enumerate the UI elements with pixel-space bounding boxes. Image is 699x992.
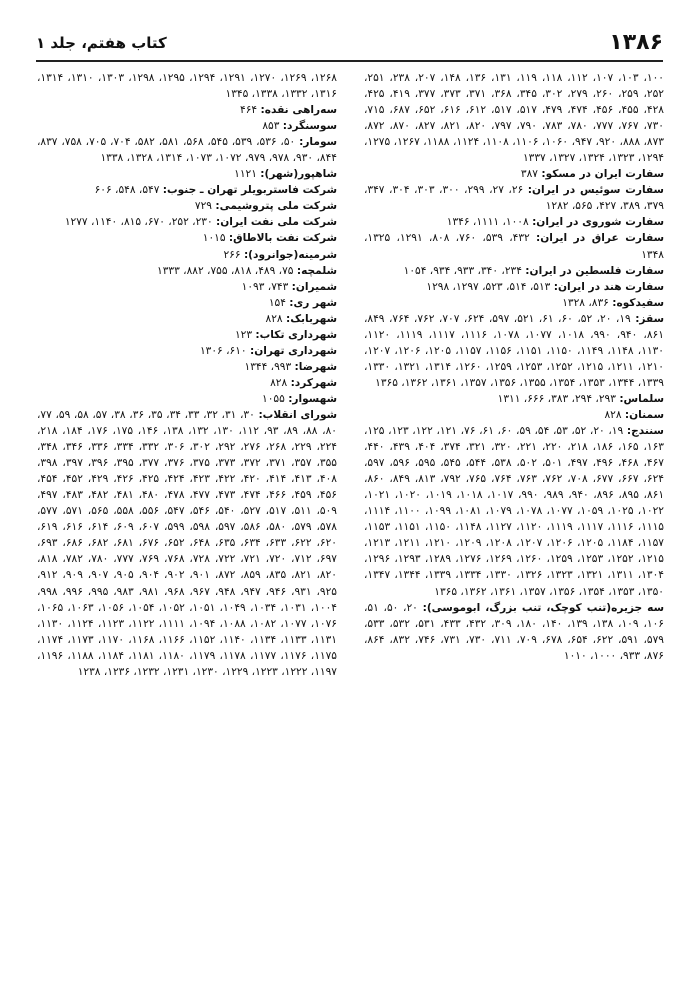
entry-pages: ۹۹۳، ۱۳۴۴	[244, 360, 292, 373]
entry-pages: ۷۵، ۴۸۹، ۸۱۸، ۷۵۵، ۸۸۲، ۱۳۳۳	[157, 264, 294, 277]
entry-heading: سمنان:	[624, 408, 664, 421]
entry-pages: ۱۹، ۲۰، ۵۲، ۵۳، ۵۴، ۵۹، ۶۰، ۶۱، ۷۶، ۱۲۱، ۱۲۲، ۱۲۳، ۱۲۵، ۱۶۳، ۱۶۵، ۱۸۶، ۲۱۸، ۲۲۰، ۲۲۱، ۳۲۰، ۳۲۱، ۳۷۴، ۴۰۴، ۴۳۹، ۴۴۰، ۴۶۷، ۴۶۸، ۴۹۶، ۴۹۷، ۵۰۱، ۵۰۲، ۵۳۸، ۵۴۴، ۵۴۵، ۵۹۵، ۵۹۶، ۵۹۷، ۶۲۴، ۶۶۷، ۶۷۷، ۷۰۸، ۷۶۲، ۷۶۳، ۷۶۴، ۷۶۵، ۷۹۲، ۸۱۳، ۸۴۹، ۸۶۰، ۸۶۱، ۸۹۵، ۸۹۶، ۹۴۰، ۹۸۹، ۹۹۰، ۱۰۱۷، ۱۰۱۸، ۱۰۱۹، ۱۰۲۰، ۱۰۲۱، ۱۰۲۲، ۱۰۲۵، ۱۰۵۹، ۱۰۷۷، ۱۰۷۸، ۱۰۷۹، ۱۰۸۱، ۱۰۹۹، ۱۱۰۰، ۱۱۱۴، ۱۱۱۵، ۱۱۱۶، ۱۱۱۷، ۱۱۱۹، ۱۱۲۰، ۱۱۲۷، ۱۱۴۸، ۱۱۵۰، ۱۱۵۱، ۱۱۵۳، ۱۱۵۷، ۱۱۸۴، ۱۲۰۵، ۱۲۰۶، ۱۲۰۷، ۱۲۰۸، ۱۲۰۹، ۱۲۱۰، ۱۲۱۱، ۱۲۱۳، ۱۲۱۵، ۱۲۵۲، ۱۲۵۳، ۱۲۵۹، ۱۲۶۰، ۱۲۶۹، ۱۲۷۶، ۱۲۸۹، ۱۲۹۳، ۱۲۹۶، ۱۳۰۴، ۱۳۱۱، ۱۳۲۱، ۱۳۲۳، ۱۳۲۶، ۱۳۳۰، ۱۳۳۴، ۱۳۳۹، ۱۳۴۴، ۱۳۴۷، ۱۳۵۰، ۱۳۵۳، ۱۳۵۴، ۱۳۵۶، ۱۳۵۷، ۱۳۶۱، ۱۳۶۲، ۱۳۶۵	[364, 425, 664, 598]
entry-heading: سفارت ایران در مسکو:	[541, 168, 664, 181]
entry-heading: شرکت فاستربویلر تهران ـ جنوب:	[162, 184, 337, 197]
index-entry	[37, 407, 337, 680]
index-entry	[37, 279, 337, 295]
entry-heading: شهرداری تکاب:	[255, 328, 337, 341]
entry-pages: ۸۳۶، ۱۳۲۸	[562, 296, 609, 309]
index-entry	[37, 230, 337, 246]
index-entry	[37, 102, 337, 118]
entry-pages: ۲۶، ۲۷، ۲۹۹، ۳۰۰، ۳۰۳، ۳۰۴، ۳۴۷، ۳۷۹، ۳۸۹، ۴۲۷، ۵۶۵، ۱۲۸۲	[364, 184, 664, 213]
entry-heading: شهرضا:	[294, 360, 337, 373]
index-entry	[37, 391, 337, 407]
entry-pages: ۷۴۳، ۱۰۹۳	[241, 280, 289, 293]
index-entry	[364, 279, 664, 295]
entry-heading: شرکت ملی نفت ایران:	[216, 216, 337, 229]
index-entry	[37, 182, 337, 198]
entry-pages: ۱۰۰۸، ۱۱۱۱، ۱۳۴۶	[446, 216, 529, 229]
entry-pages: ۴۶۴	[240, 104, 258, 117]
book-title: کتاب هفتم، جلد ۱	[36, 34, 167, 52]
index-entry	[364, 295, 664, 311]
entry-pages: ۱۰۱۵	[202, 232, 226, 245]
entry-pages: ۲۳۴، ۳۴۰، ۹۳۳، ۹۳۴، ۱۰۵۴	[403, 264, 522, 277]
index-entry	[37, 214, 337, 230]
entry-heading: سفیدکوه:	[612, 296, 664, 309]
index-entry	[37, 343, 337, 359]
index-entry	[37, 311, 337, 327]
header-rule	[36, 60, 663, 62]
entry-pages: ۷۲۹	[194, 200, 212, 213]
entry-heading: سقز:	[635, 312, 664, 325]
entry-heading: شهرداری تهران:	[249, 344, 337, 357]
index-entry	[364, 600, 664, 664]
entry-heading: سفارت شوروی در ایران:	[532, 216, 664, 229]
index-entry	[37, 359, 337, 375]
index-entry	[364, 182, 664, 214]
index-column-right	[364, 70, 664, 980]
entry-heading: سومار:	[299, 136, 337, 149]
entry-pages: ۶۱۰، ۱۳۰۶	[199, 344, 247, 357]
index-entry	[37, 198, 337, 214]
entry-heading: شرکت ملی پتروشیمی:	[215, 200, 337, 213]
entry-heading: سه‌راهی نقده:	[260, 104, 337, 117]
index-entry	[364, 230, 664, 262]
index-entry	[364, 407, 664, 423]
index-column-left	[37, 70, 337, 980]
entry-heading: سوسنگرد:	[282, 120, 337, 133]
index-entry	[364, 70, 664, 166]
entry-pages: ۸۵۳	[262, 120, 280, 133]
entry-pages: ۵۱۳، ۵۱۴، ۵۲۳، ۱۲۹۷، ۱۲۹۸	[426, 280, 551, 293]
entry-heading: شورای انقلاب:	[258, 408, 337, 421]
index-entry	[364, 166, 664, 182]
entry-heading: سفارت فلسطین در ایران:	[525, 264, 664, 277]
entry-pages: ۲۰، ۵۰، ۵۱، ۱۰۶، ۱۰۹، ۱۳۸، ۱۳۹، ۱۴۰، ۱۸۰، ۳۰۹، ۴۳۲، ۴۳۳، ۵۳۱، ۵۳۲، ۵۳۳، ۵۷۹، ۵۹۱، ۶۲۲، ۶۵۴، ۶۷۸، ۷۰۹، ۷۱۱، ۷۳۰، ۷۳۱، ۷۴۶، ۸۳۲، ۸۶۴، ۸۷۶، ۹۳۳، ۱۰۰۰، ۱۰۱۰	[364, 601, 664, 662]
entry-pages: ۱۰۵۵	[262, 392, 285, 405]
entry-pages: ۳۸۷	[520, 168, 538, 181]
page-number: ۱۳۸۶	[609, 30, 663, 55]
entry-pages: ۱۵۴	[268, 296, 286, 309]
entry-pages: ۳۰، ۳۱، ۳۲، ۳۳، ۳۴، ۳۵، ۳۶، ۳۸، ۵۷، ۵۸، ۵۹، ۷۷، ۸۰، ۸۸، ۸۹، ۹۳، ۱۱۲، ۱۳۰، ۱۳۲، ۱۳۸، ۱۴۶، ۱۷۵، ۱۷۶، ۱۸۴، ۲۱۸، ۲۲۴، ۲۲۹، ۲۶۸، ۲۷۶، ۲۹۲، ۳۰۲، ۳۰۶، ۳۳۲، ۳۳۴، ۳۳۶، ۳۴۶، ۳۴۸، ۳۵۵، ۳۵۷، ۳۷۱، ۳۷۲، ۳۷۳، ۳۷۵، ۳۷۶، ۳۷۷، ۳۹۵، ۳۹۶، ۳۹۷، ۳۹۸، ۴۰۸، ۴۱۳، ۴۱۴، ۴۲۰، ۴۲۲، ۴۲۳، ۴۲۴، ۴۲۵، ۴۲۶، ۴۲۹، ۴۵۲، ۴۵۴، ۴۵۶، ۴۵۹، ۴۶۶، ۴۷۴، ۴۷۳، ۴۷۷، ۴۷۸، ۴۸۰، ۴۸۱، ۴۸۲، ۴۸۳، ۴۹۷، ۵۰۹، ۵۱۱، ۵۱۷، ۵۲۷، ۵۴۰، ۵۴۶، ۵۴۷، ۵۵۶، ۵۵۸، ۵۶۵، ۵۷۱، ۵۷۷، ۵۷۸، ۵۷۹، ۵۸۰، ۵۸۶، ۵۹۷، ۵۹۸، ۵۹۹، ۶۰۷، ۶۰۹، ۶۱۴، ۶۱۶، ۶۱۹، ۶۲۰، ۶۲۲، ۶۳۳، ۶۳۴، ۶۳۵، ۶۴۸، ۶۵۲، ۶۷۶، ۶۸۱، ۶۸۲، ۶۸۶، ۶۹۳، ۶۹۷، ۷۱۲، ۷۲۰، ۷۲۱، ۷۲۲، ۷۲۸، ۷۶۸، ۷۶۹، ۷۷۷، ۷۸۰، ۷۸۲، ۸۱۸، ۸۲۰، ۸۲۱، ۸۳۵، ۸۵۹، ۸۷۲، ۹۰۱، ۹۰۲، ۹۰۴، ۹۰۵، ۹۰۷، ۹۰۹، ۹۱۲، ۹۲۵، ۹۳۱، ۹۴۶، ۹۴۷، ۹۴۸، ۹۶۷، ۹۶۸، ۹۸۱، ۹۸۳، ۹۹۵، ۹۹۶، ۹۹۸، ۱۰۰۴، ۱۰۳۱، ۱۰۳۴، ۱۰۴۹، ۱۰۵۱، ۱۰۵۲، ۱۰۵۴، ۱۰۵۶، ۱۰۶۳، ۱۰۶۵، ۱۰۷۶، ۱۰۷۷، ۱۰۸۲، ۱۰۸۸، ۱۰۹۴، ۱۱۱۱، ۱۱۲۲، ۱۱۲۳، ۱۱۲۴، ۱۱۳۰، ۱۱۳۱، ۱۱۳۳، ۱۱۳۴، ۱۱۴۰، ۱۱۵۲، ۱۱۶۶، ۱۱۶۸، ۱۱۷۰، ۱۱۷۳، ۱۱۷۴، ۱۱۷۵، ۱۱۷۶، ۱۱۷۷، ۱۱۷۸، ۱۱۷۹، ۱۱۸۰، ۱۱۸۱، ۱۱۸۴، ۱۱۸۸، ۱۱۹۶، ۱۱۹۷، ۱۲۲۲، ۱۲۲۳، ۱۲۲۹، ۱۲۳۰، ۱۲۳۱، ۱۲۳۲، ۱۲۳۶، ۱۲۳۸	[37, 408, 337, 678]
entry-pages: ۸۲۸	[270, 376, 288, 389]
index-entry	[364, 391, 664, 407]
entry-heading: سه جزیره(تنب کوچک، تنب بزرگ، ابوموسی):	[422, 601, 664, 614]
index-entry	[37, 247, 337, 263]
entry-heading: سفارت هند در ایران:	[553, 280, 664, 293]
index-entry	[37, 327, 337, 343]
entry-pages: ۵۴۷، ۵۴۸، ۶۰۶	[94, 184, 160, 197]
entry-pages: ۸۲۸	[604, 408, 622, 421]
index-entry	[364, 263, 664, 279]
entry-pages: ۱۲۳	[234, 328, 253, 341]
entry-pages: ۱۱۲۱	[234, 168, 257, 181]
entry-heading: شمیران:	[291, 280, 337, 293]
entry-pages: ۱۰۰، ۱۰۳، ۱۰۷، ۱۱۲، ۱۱۸، ۱۱۹، ۱۳۱، ۱۳۶، ۱۴۸، ۲۰۷، ۲۳۸، ۲۵۱، ۲۵۲، ۲۵۹، ۲۶۰، ۲۷۹، ۳۰۲، ۳۴۵، ۳۶۸، ۳۷۱، ۳۷۳، ۳۷۷، ۴۱۹، ۴۲۵، ۴۲۸، ۴۵۵، ۴۵۶، ۴۷۴، ۴۷۹، ۵۱۷، ۵۱۷، ۶۱۲، ۶۱۶، ۶۵۲، ۶۸۷، ۷۱۵، ۷۳۰، ۷۶۷، ۷۷۷، ۷۸۰، ۷۸۳، ۷۹۰، ۷۹۷، ۸۲۰، ۸۲۱، ۸۲۷، ۸۷۰، ۸۷۲، ۸۷۳، ۸۸۸، ۹۲۰، ۹۴۷، ۱۰۶۰، ۱۱۰۶، ۱۱۰۸، ۱۱۲۴، ۱۱۸۸، ۱۲۶۷، ۱۲۷۵، ۱۲۹۴، ۱۳۲۳، ۱۳۲۴، ۱۳۲۷، ۱۳۳۷	[364, 72, 664, 165]
entry-pages: ۱۲۶۸، ۱۲۶۹، ۱۲۷۰، ۱۲۹۱، ۱۲۹۴، ۱۲۹۵، ۱۲۹۸، ۱۳۰۳، ۱۳۱۰، ۱۳۱۴، ۱۳۱۶، ۱۳۳۲، ۱۳۳۸، ۱۳۴۵	[37, 72, 337, 101]
entry-heading: سفارت عراق در ایران:	[535, 232, 664, 245]
entry-heading: سفارت سوئیس در ایران:	[527, 184, 664, 197]
entry-heading: شهربابک:	[285, 312, 337, 325]
page-header	[36, 28, 663, 58]
index-entry	[37, 134, 337, 166]
index-entry	[37, 118, 337, 134]
entry-pages: ۲۶۶	[223, 248, 241, 261]
entry-heading: سلماس:	[619, 392, 664, 405]
entry-pages: ۱۹، ۲۰، ۵۲، ۶۰، ۶۱، ۵۲۱، ۵۹۷، ۶۲۴، ۷۰۷، ۷۶۲، ۷۶۴، ۸۴۹، ۸۶۱، ۹۴۰، ۹۹۰، ۱۰۱۸، ۱۰۷۷، ۱۰۷۸، ۱۱۱۶، ۱۱۱۷، ۱۱۱۹، ۱۱۲۰، ۱۱۳۰، ۱۱۴۸، ۱۱۴۹، ۱۱۵۰، ۱۱۵۱، ۱۱۵۶، ۱۱۵۷، ۱۲۰۵، ۱۲۰۶، ۱۲۰۷، ۱۲۱۰، ۱۲۱۱، ۱۲۱۵، ۱۲۵۲، ۱۲۵۳، ۱۲۵۹، ۱۲۶۰، ۱۳۱۴، ۱۳۲۱، ۱۳۳۰، ۱۳۳۹، ۱۳۴۴، ۱۳۵۳، ۱۳۵۴، ۱۳۵۵، ۱۳۵۶، ۱۳۵۷، ۱۳۶۱، ۱۳۶۲، ۱۳۶۵	[364, 312, 664, 389]
entry-pages: ۵۰، ۵۳۶، ۵۳۹، ۵۴۵، ۵۶۸، ۵۸۱، ۵۸۲، ۷۰۴، ۷۰۵، ۷۵۸، ۸۳۷، ۸۴۴، ۹۳۰، ۹۷۸، ۹۷۹، ۱۰۷۲، ۱۰۷۳، ۱۳۱۴، ۱۳۲۸، ۱۳۳۸	[37, 136, 337, 165]
index-entry	[37, 295, 337, 311]
entry-heading: شلمچه:	[296, 264, 337, 277]
entry-heading: شهرکرد:	[290, 376, 337, 389]
index-entry	[364, 423, 664, 600]
index-entry	[37, 166, 337, 182]
entry-heading: شاهپور(شهر):	[260, 168, 337, 181]
entry-heading: شهر ری:	[289, 296, 337, 309]
entry-pages: ۲۳۰، ۲۵۲، ۶۷۰، ۸۱۵، ۱۱۴۰، ۱۲۷۷	[64, 216, 213, 229]
entry-heading: شرکت نفت بالاطاق:	[228, 232, 337, 245]
entry-pages: ۸۲۸	[265, 312, 283, 325]
index-entry	[37, 70, 337, 102]
entry-pages: ۴۳۲، ۵۳۹، ۷۶۰، ۸۰۸، ۱۲۹۱، ۱۳۲۵، ۱۳۴۸	[364, 232, 664, 261]
entry-heading: سنندج:	[626, 425, 664, 438]
entry-pages: ۲۹۳، ۲۹۴، ۳۸۳، ۶۶۶، ۱۳۱۱	[497, 392, 616, 405]
entry-heading: شهسوار:	[288, 392, 337, 405]
entry-heading: شرمینه(جوانرود):	[243, 248, 337, 261]
index-entry	[37, 375, 337, 391]
index-entry	[37, 263, 337, 279]
index-entry	[364, 214, 664, 230]
index-entry	[364, 311, 664, 391]
